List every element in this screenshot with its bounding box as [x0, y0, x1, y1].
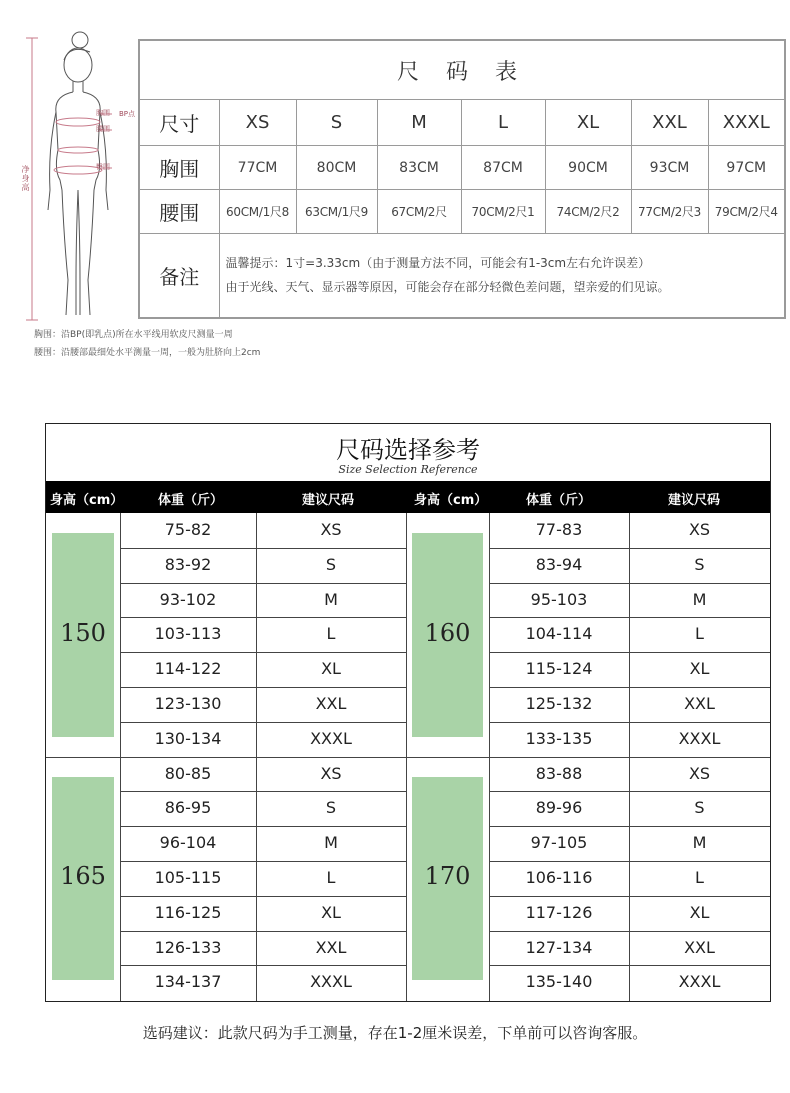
hip-label: 臀围: [96, 163, 110, 171]
grid-line: [120, 861, 406, 862]
grid-line: [489, 722, 770, 723]
size-s: S: [296, 100, 377, 146]
header-weight: 体重（斤）: [158, 493, 224, 508]
grid-line: [120, 931, 406, 932]
suggested-size: S: [694, 798, 705, 818]
suggested-size: L: [326, 868, 336, 887]
grid-line: [120, 826, 406, 827]
header-weight: 体重（斤）: [526, 493, 592, 508]
grid-line: [489, 896, 770, 897]
bust-row-label: 胸围: [139, 146, 219, 190]
footer-note: 选码建议：此款尺码为手工测量，存在1-2厘米误差，下单前可以咨询客服。: [142, 1024, 648, 1042]
weight-range: 104-114: [525, 624, 593, 644]
remark-label: 备注: [139, 234, 219, 318]
size-xxl: XXL: [631, 100, 708, 146]
weight-range: 135-140: [525, 972, 593, 992]
suggested-size: XXL: [315, 937, 347, 957]
grid-line: [120, 896, 406, 897]
bust-label: 胸围: [96, 109, 110, 117]
reference-subtitle: Size Selection Reference: [338, 463, 478, 476]
weight-range: 83-94: [535, 554, 583, 574]
waist-value: 77CM/2尺3: [631, 190, 708, 234]
grid-line: [489, 826, 770, 827]
grid-line: [120, 617, 406, 618]
woman-silhouette-icon: [20, 30, 140, 330]
weight-range: 117-126: [525, 902, 593, 922]
suggested-size: XL: [321, 659, 341, 679]
weight-range: 105-115: [154, 868, 222, 887]
weight-range: 125-132: [525, 694, 593, 713]
remark-line: 温馨提示：1寸=3.33cm（由于测量方法不同，可能会有1-3cm左右允许误差）: [225, 256, 651, 271]
grid-line: [120, 583, 406, 584]
suggested-size: M: [324, 589, 338, 609]
grid-line: [489, 791, 770, 792]
reference-title: 尺码选择参考: [336, 436, 480, 464]
suggested-size: XL: [321, 902, 341, 922]
weight-range: 97-105: [530, 833, 588, 853]
grid-line: [489, 583, 770, 584]
suggested-size: S: [325, 798, 337, 818]
weight-range: 77-83: [535, 520, 583, 539]
grid-line: [120, 652, 406, 653]
weight-range: 106-116: [525, 868, 593, 887]
weight-range: 126-133: [154, 937, 222, 957]
grid-line: [120, 548, 406, 549]
waist-row-label: 腰围: [139, 190, 219, 234]
waist-note: 腰围：沿腰部最细处水平测量一周，一般为肚脐向上2cm: [34, 348, 261, 358]
height-value: 160: [424, 618, 471, 647]
header-size: 建议尺码: [302, 493, 355, 508]
weight-range: 115-124: [525, 659, 593, 679]
weight-range: 83-92: [164, 554, 212, 574]
weight-range: 130-134: [154, 728, 222, 748]
suggested-size: XS: [320, 763, 342, 783]
size-xl: XL: [545, 100, 631, 146]
size-l: L: [461, 100, 545, 146]
grid-line: [120, 722, 406, 723]
suggested-size: XXL: [684, 694, 715, 713]
grid-line: [489, 548, 770, 549]
weight-range: 133-135: [525, 728, 593, 748]
bust-value: 83CM: [377, 146, 461, 190]
height-value: 150: [60, 618, 106, 647]
weight-range: 86-95: [164, 798, 212, 818]
size-xs: XS: [219, 100, 296, 146]
remark-line: 由于光线、天气、显示器等原因，可能会存在部分轻微色差问题，望亲爱的们见谅。: [225, 280, 670, 295]
weight-range: 93-102: [159, 589, 217, 609]
weight-range: 95-103: [530, 589, 588, 609]
weight-range: 83-88: [535, 763, 583, 783]
suggested-size: S: [694, 554, 705, 574]
bust-note: 胸围：沿BP(即乳点)所在水平线用软皮尺测量一周: [34, 330, 233, 340]
bust-value: 90CM: [545, 146, 631, 190]
suggested-size: XS: [688, 520, 711, 539]
weight-range: 123-130: [154, 694, 222, 713]
bust-value: 93CM: [631, 146, 708, 190]
suggested-size: L: [695, 624, 704, 644]
weight-range: 75-82: [164, 520, 212, 539]
header-size: 建议尺码: [668, 493, 721, 508]
size-reference-table: [45, 423, 771, 1002]
bust-value: 97CM: [708, 146, 785, 190]
size-xxxl: XXXL: [708, 100, 785, 146]
weight-range: 103-113: [154, 624, 222, 644]
waist-value: 79CM/2尺4: [708, 190, 785, 234]
grid-line: [489, 617, 770, 618]
suggested-size: XXXL: [310, 972, 352, 992]
grid-line: [489, 687, 770, 688]
suggested-size: S: [325, 554, 337, 574]
header-height: 身高（cm）: [50, 493, 124, 508]
grid-line: [489, 931, 770, 932]
weight-range: 114-122: [154, 659, 222, 679]
weight-range: 96-104: [159, 833, 217, 853]
bust-value: 77CM: [219, 146, 296, 190]
body-measurement-figure: [20, 30, 140, 330]
suggested-size: L: [695, 868, 704, 887]
waist-label: 腰围: [96, 125, 110, 133]
suggested-size: XL: [689, 902, 710, 922]
reference-header-bar: [46, 481, 770, 513]
size-chart-table: [138, 39, 786, 319]
suggested-size: XS: [320, 520, 342, 539]
bp-label: BP点: [119, 110, 136, 118]
height-value: 165: [60, 862, 106, 891]
waist-value: 63CM/1尺9: [296, 190, 377, 234]
bust-value: 80CM: [296, 146, 377, 190]
suggested-size: XS: [688, 763, 711, 783]
grid-line: [120, 687, 406, 688]
waist-value: 60CM/1尺8: [219, 190, 296, 234]
suggested-size: M: [692, 833, 707, 853]
suggested-size: L: [326, 624, 336, 644]
suggested-size: XL: [689, 659, 710, 679]
suggested-size: XXL: [684, 937, 715, 957]
height-label: 净身高: [21, 165, 30, 192]
height-value: 170: [424, 862, 471, 891]
remark-text: [219, 234, 785, 318]
bust-value: 87CM: [461, 146, 545, 190]
grid-line: [120, 791, 406, 792]
waist-value: 70CM/2尺1: [461, 190, 545, 234]
weight-range: 80-85: [164, 763, 212, 783]
reference-grid: [46, 513, 770, 1001]
size-m: M: [377, 100, 461, 146]
suggested-size: XXL: [315, 694, 347, 713]
weight-range: 134-137: [154, 972, 222, 992]
waist-value: 67CM/2尺: [377, 190, 461, 234]
grid-line: [489, 861, 770, 862]
weight-range: 127-134: [525, 937, 593, 957]
suggested-size: XXXL: [310, 728, 352, 748]
grid-line: [489, 965, 770, 966]
grid-line: [46, 757, 770, 758]
suggested-size: M: [692, 589, 707, 609]
grid-line: [489, 652, 770, 653]
suggested-size: XXXL: [678, 972, 721, 992]
weight-range: 89-96: [535, 798, 583, 818]
size-chart-title: 尺 码 表: [139, 40, 785, 100]
suggested-size: M: [324, 833, 338, 853]
waist-value: 74CM/2尺2: [545, 190, 631, 234]
weight-range: 116-125: [154, 902, 222, 922]
header-height: 身高（cm）: [414, 493, 488, 508]
size-row-label: 尺寸: [139, 100, 219, 146]
grid-line: [120, 965, 406, 966]
suggested-size: XXXL: [678, 728, 721, 748]
